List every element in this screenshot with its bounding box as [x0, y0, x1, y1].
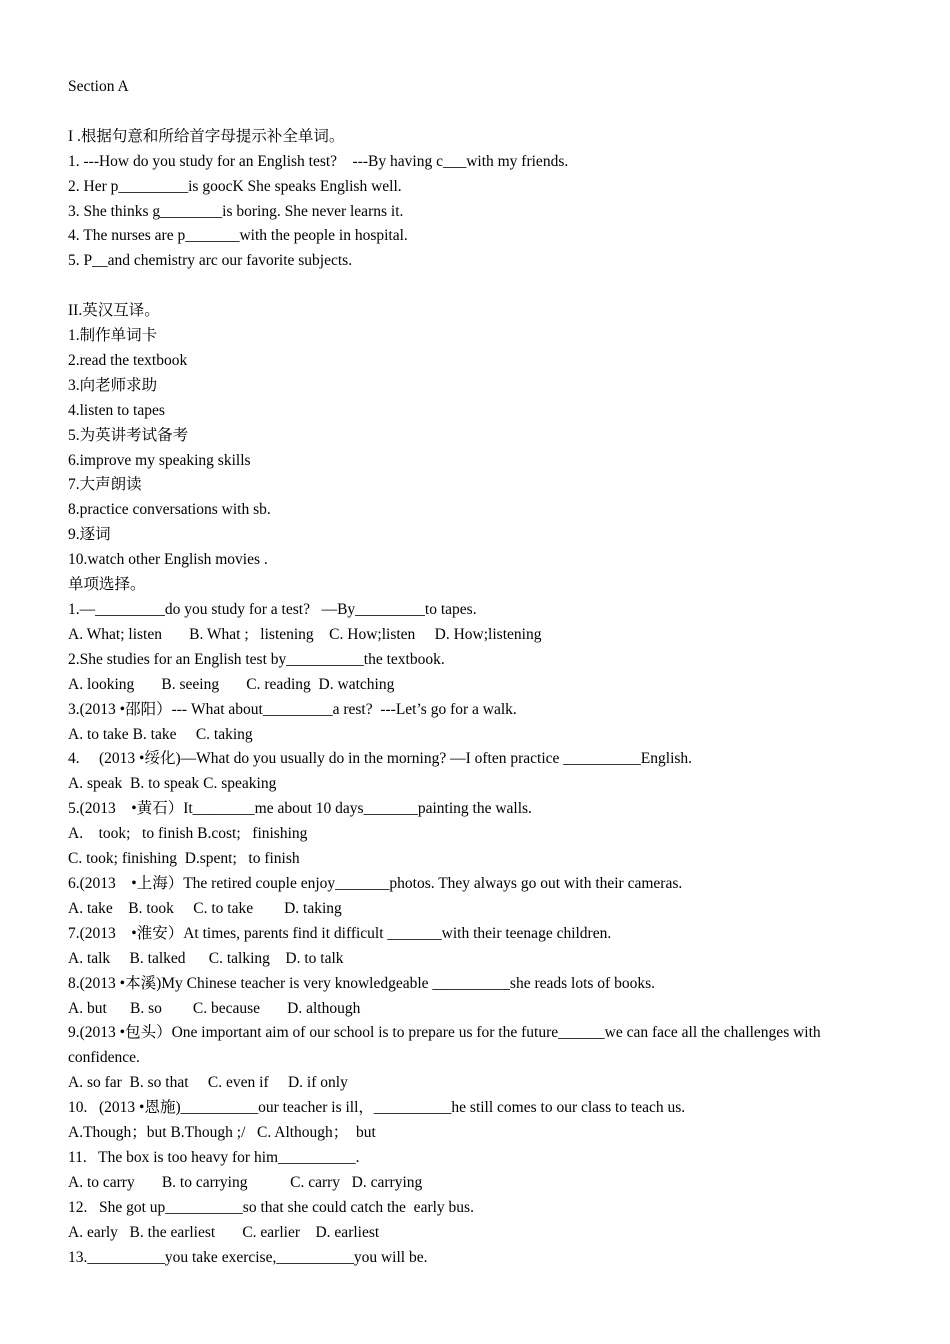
mc-question: 6.(2013 •上海）The retired couple enjoy_______photos. They always go out with their cameras. [68, 874, 683, 892]
mc-question: 4. (2013 •绥化)—What do you usually do in the morning? —I often practice __________English. [68, 750, 693, 768]
translation-item: 9.逐词 [68, 526, 111, 544]
mc-options: A. early B. the earliest C. earlier D. earliest [68, 1223, 380, 1241]
mc-question: 8.(2013 •本溪)My Chinese teacher is very knowledgeable __________she reads lots of books. [68, 974, 655, 992]
section-title: Section A [68, 78, 129, 95]
spacer [68, 274, 898, 299]
part-3-heading: 单项选择。 [68, 576, 146, 594]
translation-item: 6.improve my speaking skills [68, 451, 251, 469]
mc-question: 12. She got up__________so that she could catch the early bus. [68, 1198, 474, 1216]
mc-question: 2.She studies for an English test by__________the textbook. [68, 650, 445, 668]
mc-options: A.Though；but B.Though ;/ C. Although； but [68, 1124, 376, 1142]
mc-options: A. What; listen B. What ; listening C. How;listen D. How;listening [68, 625, 542, 643]
translation-item: 10.watch other English movies . [68, 551, 268, 569]
mc-question: 11. The box is too heavy for him__________. [68, 1148, 360, 1166]
mc-options: A. speak B. to speak C. speaking [68, 775, 277, 793]
question-line: 1. ---How do you study for an English test? ---By having c___with my friends. [68, 152, 569, 170]
mc-question: 13.__________you take exercise,__________you will be. [68, 1248, 428, 1266]
translation-item: 4.listen to tapes [68, 401, 165, 419]
part-3-multiple-choice [68, 573, 898, 1270]
part-1-heading: I .根据句意和所给首字母提示补全单词。 [68, 127, 345, 145]
part-2-translation [68, 299, 898, 573]
mc-options: C. took; finishing D.spent; to finish [68, 850, 300, 868]
part-1-fill-in-blanks [68, 125, 898, 274]
mc-question: 3.(2013 •邵阳）--- What about_________a rest? ---Let’s go for a walk. [68, 700, 517, 718]
mc-question: 9.(2013 •包头）One important aim of our school is to prepare us for the future______we can face all the challenges with [68, 1024, 821, 1042]
mc-options: A. talk B. talked C. talking D. to talk [68, 949, 344, 967]
question-line: 2. Her p_________is goocK She speaks English well. [68, 177, 402, 195]
translation-item: 8.practice conversations with sb. [68, 501, 271, 519]
mc-question: 5.(2013 •黄石）It________me about 10 days_______painting the walls. [68, 800, 532, 818]
spacer [68, 100, 898, 125]
question-line: 3. She thinks g________is boring. She never learns it. [68, 202, 404, 220]
translation-item: 3.向老师求助 [68, 376, 158, 394]
question-line: 5. P__and chemistry arc our favorite subjects. [68, 252, 353, 270]
translation-item: 5.为英讲考试备考 [68, 426, 189, 444]
mc-options: A. so far B. so that C. even if D. if only [68, 1074, 348, 1092]
mc-question: 10. (2013 •恩施)__________our teacher is ill，__________he still comes to our class to teach us. [68, 1099, 686, 1117]
mc-question: 7.(2013 •淮安）At times, parents find it difficult _______with their teenage children. [68, 924, 612, 942]
question-line: 4. The nurses are p_______with the people in hospital. [68, 227, 408, 245]
translation-item: 2.read the textbook [68, 351, 188, 369]
document-page [68, 75, 898, 1270]
mc-options: A. took; to finish B.cost; finishing [68, 825, 308, 843]
mc-options: A. looking B. seeing C. reading D. watching [68, 675, 395, 693]
mc-question: 1.—_________do you study for a test? —By_________to tapes. [68, 601, 477, 618]
mc-options: A. to take B. take C. taking [68, 725, 253, 743]
mc-question-continued: confidence. [68, 1049, 140, 1067]
mc-options: A. but B. so C. because D. although [68, 999, 361, 1017]
translation-item: 7.大声朗读 [68, 476, 142, 494]
part-2-heading: II.英汉互译。 [68, 302, 160, 320]
mc-options: A. to carry B. to carrying C. carry D. carrying [68, 1173, 423, 1191]
translation-item: 1.制作单词卡 [68, 327, 158, 345]
mc-options: A. take B. took C. to take D. taking [68, 899, 342, 917]
